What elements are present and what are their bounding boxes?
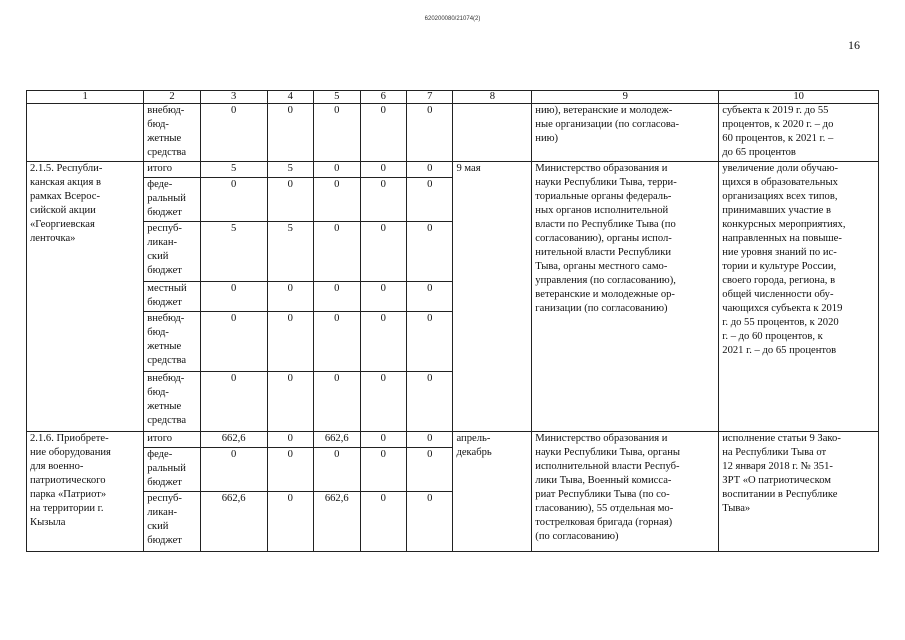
term-cell: 9 мая [453,162,532,432]
page-number: 16 [848,38,860,52]
result-cell: исполнение статьи 9 Зако- на Республики Тыва от 12 января 2018 г. № 351- ЗРТ «О патриотическом воспитании в Республике Тыва» [719,432,879,552]
funding-source-cell: итого [144,162,201,178]
year-value-cell: 0 [267,432,313,448]
year-value-cell: 0 [406,222,452,282]
year-value-cell: 662,6 [314,432,360,448]
column-number: 8 [453,91,532,104]
activity-name-cell [27,104,144,162]
year-value-cell: 0 [360,282,406,312]
funding-source-cell: внебюд- бюд- жетные средства [144,104,201,162]
year-value-cell: 0 [267,492,313,552]
year-value-cell: 0 [360,178,406,222]
column-number: 7 [406,91,452,104]
year-value-cell: 5 [267,162,313,178]
funding-source-cell: итого [144,432,201,448]
term-cell: апрель- декабрь [453,432,532,552]
year-value-cell: 0 [267,282,313,312]
column-number: 3 [200,91,267,104]
year-value-cell: 0 [267,372,313,432]
column-number: 5 [314,91,360,104]
activity-name-cell: 2.1.5. Республи- канская акция в рамках Всерос- сийской акции «Георгиевская ленточка» [27,162,144,432]
year-value-cell: 0 [406,178,452,222]
year-value-cell: 0 [360,432,406,448]
year-value-cell: 0 [267,312,313,372]
year-value-cell: 0 [314,282,360,312]
year-value-cell: 0 [314,448,360,492]
column-number: 4 [267,91,313,104]
funding-source-cell: феде- ральный бюджет [144,178,201,222]
executors-cell: Министерство образования и науки Республики Тыва, органы исполнительной власти Респуб- лики Тыва, Военный комисса- риат Республики Тыва (по со- гласованию), 55 отдельная мо- тострелковая бригада (горная) (по согласованию) [532,432,719,552]
year-value-cell: 0 [406,448,452,492]
funding-source-cell: феде- ральный бюджет [144,448,201,492]
total-value-cell: 662,6 [200,492,267,552]
total-value-cell: 0 [200,282,267,312]
year-value-cell: 0 [314,178,360,222]
year-value-cell: 0 [406,282,452,312]
year-value-cell: 0 [360,222,406,282]
program-activities-table [26,90,879,552]
column-number: 2 [144,91,201,104]
activity-row-2-1-6 [27,432,879,448]
year-value-cell: 0 [360,162,406,178]
result-cell: увеличение доли обучаю- щихся в образовательных организациях всех типов, принимавших участие в конкурсных мероприятиях, направленных на повыше- ние уровня знаний по ис- тории и культуре России, своего города, региона, в общей численности обу- чающихся субъекта к 2019 г. до 55 процентов, к 2020 г. – до 60 процентов, к 2021 г. – до 65 процентов [719,162,879,432]
year-value-cell: 0 [406,162,452,178]
year-value-cell: 0 [314,162,360,178]
year-value-cell: 0 [314,104,360,162]
result-cell: субъекта к 2019 г. до 55 процентов, к 2020 г. – до 60 процентов, к 2021 г. – до 65 процентов [719,104,879,162]
funding-source-cell: местный бюджет [144,282,201,312]
column-number: 9 [532,91,719,104]
column-number: 6 [360,91,406,104]
year-value-cell: 0 [360,372,406,432]
year-value-cell: 0 [360,492,406,552]
total-value-cell: 5 [200,162,267,178]
total-value-cell: 0 [200,372,267,432]
term-cell [453,104,532,162]
year-value-cell: 0 [360,104,406,162]
total-value-cell: 0 [200,312,267,372]
total-value-cell: 0 [200,104,267,162]
total-value-cell: 5 [200,222,267,282]
year-value-cell: 0 [267,104,313,162]
column-number: 10 [719,91,879,104]
funding-source-cell: респуб- ликан- ский бюджет [144,492,201,552]
funding-source-cell: респуб- ликан- ский бюджет [144,222,201,282]
year-value-cell: 0 [406,492,452,552]
year-value-cell: 0 [314,372,360,432]
year-value-cell: 0 [360,448,406,492]
year-value-cell: 0 [406,312,452,372]
year-value-cell: 0 [360,312,406,372]
total-value-cell: 662,6 [200,432,267,448]
total-value-cell: 0 [200,178,267,222]
year-value-cell: 0 [406,104,452,162]
year-value-cell: 0 [406,432,452,448]
year-value-cell: 0 [267,178,313,222]
activity-name-cell: 2.1.6. Приобрете- ние оборудования для военно- патриотического парка «Патриот» на территории г. Кызыла [27,432,144,552]
continuation-row [27,104,879,162]
column-numbers-row [27,91,879,104]
document-id: 620200080/21074(2) [424,16,481,22]
total-value-cell: 0 [200,448,267,492]
year-value-cell: 0 [267,448,313,492]
year-value-cell: 5 [267,222,313,282]
year-value-cell: 0 [406,372,452,432]
funding-source-cell: внебюд- бюд- жетные средства [144,372,201,432]
year-value-cell: 0 [314,312,360,372]
executors-cell: Министерство образования и науки Республики Тыва, терри- ториальные органы федераль- ных органов исполнительной власти по Республике Тыва (по согласованию), органы испол- нительной власти Республики Тыва, органы местного само- управления (по согласованию), ветеранские и молодежные ор- ганизации (по согласованию) [532,162,719,432]
year-value-cell: 662,6 [314,492,360,552]
executors-cell: нию), ветеранские и молодеж- ные организации (по согласова- нию) [532,104,719,162]
year-value-cell: 0 [314,222,360,282]
column-number: 1 [27,91,144,104]
funding-source-cell: внебюд- бюд- жетные средства [144,312,201,372]
activity-row-2-1-5 [27,162,879,178]
